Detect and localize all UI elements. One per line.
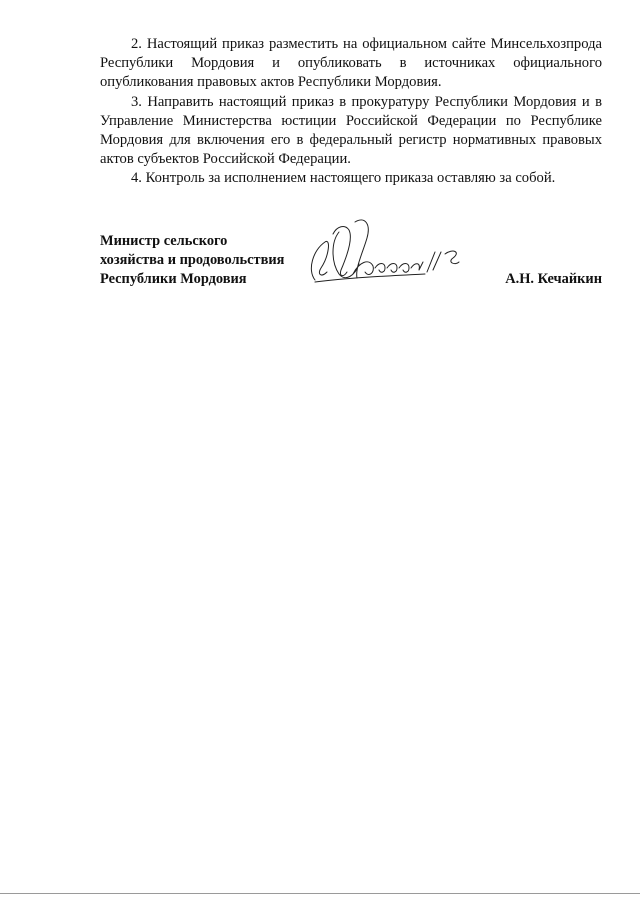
signatory-name: А.Н. Кечайкин — [505, 271, 602, 287]
signatory-title-line-3: Республики Мордовия — [100, 271, 247, 287]
signatory-title-line-1: Министр сельского — [100, 233, 228, 249]
scan-edge-line — [0, 893, 640, 894]
signatory-title-line-2: хозяйства и продовольствия — [100, 252, 285, 268]
handwritten-signature-icon — [295, 212, 465, 292]
paragraph-3: 3. Направить настоящий приказ в прокуратуру Республики Мордовия и в Управление Министерства юстиции Российской Федерации по Республике Мордовия для включения его в федеральный регистр нормативных правовых актов субъектов Российской Федерации. — [100, 93, 602, 168]
signature-block — [100, 232, 602, 302]
signatory-title — [100, 232, 284, 289]
paragraph-2: 2. Настоящий приказ разместить на официальном сайте Минсельхозпрода Республики Мордовия и опубликовать в источниках официального опубликования правовых актов Республики Мордовия. — [100, 36, 602, 91]
paragraph-4: 4. Контроль за исполнением настоящего приказа оставляю за собой. — [131, 170, 556, 187]
document-body — [100, 35, 602, 189]
